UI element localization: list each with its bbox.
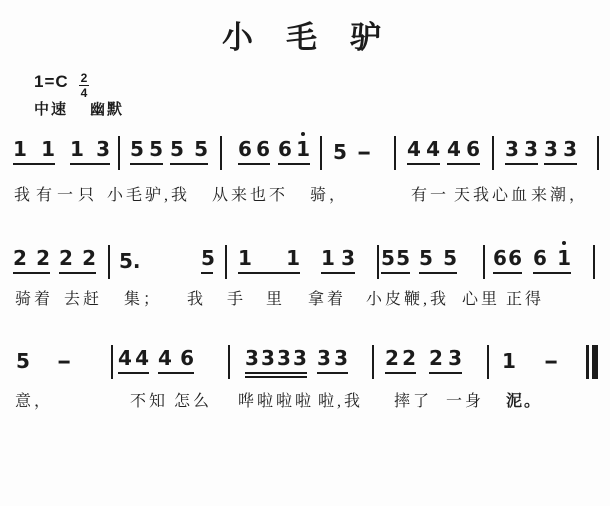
lyric-segment: 一 bbox=[57, 187, 77, 204]
note-high-octave: 1 bbox=[296, 137, 310, 161]
tempo-row bbox=[34, 98, 124, 119]
tempo-marking: 中速 bbox=[34, 101, 69, 118]
note-group bbox=[321, 248, 355, 274]
lyric-segment: 有一 bbox=[411, 187, 450, 204]
note: 1 bbox=[321, 246, 335, 270]
note: 2 bbox=[59, 246, 73, 270]
note: 3 bbox=[293, 346, 307, 370]
barline bbox=[228, 345, 230, 379]
note: 1 bbox=[502, 349, 516, 373]
note: 3 bbox=[334, 346, 348, 370]
lyric-segment: 小毛驴,我 bbox=[107, 187, 191, 204]
note: 3 bbox=[448, 346, 462, 370]
note-group bbox=[502, 348, 514, 372]
note: 6 bbox=[493, 246, 507, 270]
barline bbox=[372, 345, 374, 379]
note: 4 bbox=[426, 137, 440, 161]
note-group bbox=[238, 248, 300, 274]
note: 6 bbox=[466, 137, 480, 161]
barline bbox=[394, 136, 396, 170]
lyric-segment: 心血 bbox=[492, 187, 531, 204]
note: 6 bbox=[508, 246, 522, 270]
note-group bbox=[238, 139, 270, 165]
lyric-segment: 天我 bbox=[454, 187, 493, 204]
note: 3 bbox=[317, 346, 331, 370]
note-dash: - bbox=[543, 349, 559, 373]
note: 4 bbox=[407, 137, 421, 161]
note: 5 bbox=[149, 137, 163, 161]
lyric-segment: 怎么 bbox=[174, 393, 213, 410]
note-group bbox=[333, 139, 345, 163]
lyric-segment: 正得 bbox=[506, 291, 545, 308]
note-group bbox=[119, 248, 143, 272]
note: 2 bbox=[36, 246, 50, 270]
barline bbox=[593, 245, 595, 279]
note-group bbox=[317, 348, 348, 374]
note-group bbox=[505, 139, 538, 165]
note: 1 bbox=[41, 137, 55, 161]
lyric-segment: 拿着 bbox=[308, 291, 347, 308]
note-group bbox=[130, 139, 163, 165]
note-group bbox=[56, 348, 74, 373]
note: 5 bbox=[381, 246, 395, 270]
note: 5 bbox=[194, 137, 208, 161]
barline bbox=[118, 136, 120, 170]
note: 6 bbox=[256, 137, 270, 161]
note: 3 bbox=[261, 346, 275, 370]
note-group bbox=[70, 139, 110, 165]
note: 6 bbox=[533, 246, 547, 270]
mood-marking: 幽默 bbox=[90, 101, 125, 118]
final-barline-thick bbox=[592, 345, 598, 379]
lyric-segment: 泥。 bbox=[506, 393, 543, 410]
barline bbox=[487, 345, 489, 379]
note-group bbox=[447, 139, 480, 165]
note-group bbox=[543, 348, 561, 373]
barline bbox=[483, 245, 485, 279]
barline bbox=[597, 136, 599, 170]
note: 2 bbox=[13, 246, 27, 270]
note-group bbox=[381, 248, 410, 274]
lyric-segment: 小皮鞭,我 bbox=[366, 291, 450, 308]
note: 6 bbox=[180, 346, 194, 370]
note: 3 bbox=[96, 137, 110, 161]
note-group bbox=[429, 348, 462, 374]
note-group bbox=[245, 348, 307, 374]
system-3 bbox=[0, 348, 610, 440]
note-group bbox=[533, 248, 571, 274]
note: 4 bbox=[118, 346, 132, 370]
note: 2 bbox=[385, 346, 399, 370]
note: 4 bbox=[158, 346, 172, 370]
note-group bbox=[170, 139, 208, 165]
lyric-segment: 啦,我 bbox=[318, 393, 364, 410]
note: 5 bbox=[419, 246, 433, 270]
note-dash: - bbox=[56, 349, 72, 373]
note-group bbox=[407, 139, 440, 165]
note-group bbox=[544, 139, 577, 165]
final-barline bbox=[586, 345, 598, 379]
note: 5 bbox=[396, 246, 410, 270]
note: 5 bbox=[333, 140, 347, 164]
barline bbox=[111, 345, 113, 379]
note: 1 bbox=[13, 137, 27, 161]
lyric-segment: 有 bbox=[36, 187, 56, 204]
note: 2 bbox=[402, 346, 416, 370]
lyric-segment: 里 bbox=[266, 291, 286, 308]
note-group bbox=[278, 139, 310, 165]
lyric-segment: 来潮， bbox=[531, 187, 589, 204]
time-signature bbox=[79, 72, 90, 99]
note: 6 bbox=[238, 137, 252, 161]
note: 3 bbox=[341, 246, 355, 270]
lyric-segment: 只 bbox=[78, 187, 98, 204]
lyric-segment: 哗啦啦啦 bbox=[238, 393, 315, 410]
system-2 bbox=[0, 248, 610, 340]
lyric-segment: 心里 bbox=[462, 291, 501, 308]
note-group bbox=[201, 248, 213, 274]
note: 2 bbox=[82, 246, 96, 270]
note: 5. bbox=[119, 249, 141, 273]
meter-denominator: 4 bbox=[80, 86, 88, 100]
lyric-segment: 我 bbox=[187, 291, 207, 308]
note-group bbox=[419, 248, 457, 274]
note: 4 bbox=[135, 346, 149, 370]
note-dash: - bbox=[356, 140, 372, 164]
note: 3 bbox=[524, 137, 538, 161]
note: 2 bbox=[429, 346, 443, 370]
note: 5 bbox=[443, 246, 457, 270]
note: 5 bbox=[201, 246, 215, 270]
note-group bbox=[59, 248, 96, 274]
note-high-octave: 1 bbox=[557, 246, 571, 270]
note-group bbox=[16, 348, 28, 372]
note-group bbox=[13, 248, 50, 274]
barline bbox=[320, 136, 322, 170]
note-group bbox=[356, 139, 374, 164]
note: 3 bbox=[544, 137, 558, 161]
barline bbox=[225, 245, 227, 279]
lyric-segment: 意， bbox=[15, 393, 54, 410]
note: 1 bbox=[238, 246, 252, 270]
lyric-segment: 手 bbox=[227, 291, 247, 308]
note: 3 bbox=[277, 346, 291, 370]
lyric-segment: 集； bbox=[124, 291, 163, 308]
note-group bbox=[118, 348, 149, 374]
lyric-segment: 从来也不 bbox=[212, 187, 289, 204]
lyric-segment: 骑， bbox=[310, 187, 349, 204]
lyric-segment: 摔了 bbox=[394, 393, 433, 410]
note: 5 bbox=[130, 137, 144, 161]
note-group bbox=[158, 348, 194, 374]
note-group bbox=[385, 348, 416, 374]
note: 3 bbox=[505, 137, 519, 161]
song-title: 小毛驴 bbox=[222, 20, 414, 55]
lyric-segment: 我 bbox=[14, 187, 34, 204]
note: 1 bbox=[70, 137, 84, 161]
system-1 bbox=[0, 139, 610, 231]
note-group bbox=[13, 139, 55, 165]
lyric-segment: 一身 bbox=[446, 393, 485, 410]
note: 5 bbox=[16, 349, 30, 373]
barline bbox=[220, 136, 222, 170]
final-barline-thin bbox=[586, 345, 589, 379]
meter-numerator: 2 bbox=[80, 71, 88, 85]
note: 4 bbox=[447, 137, 461, 161]
note: 3 bbox=[563, 137, 577, 161]
key-signature-row bbox=[34, 72, 89, 99]
note: 3 bbox=[245, 346, 259, 370]
barline bbox=[108, 245, 110, 279]
lyric-segment: 不知 bbox=[130, 393, 169, 410]
key-label: 1=C bbox=[34, 72, 69, 91]
note: 6 bbox=[278, 137, 292, 161]
lyric-segment: 去赶 bbox=[64, 291, 103, 308]
barline bbox=[492, 136, 494, 170]
note-group bbox=[493, 248, 522, 274]
lyric-segment: 骑着 bbox=[15, 291, 54, 308]
note: 1 bbox=[286, 246, 300, 270]
barline bbox=[377, 245, 379, 279]
note: 5 bbox=[170, 137, 184, 161]
